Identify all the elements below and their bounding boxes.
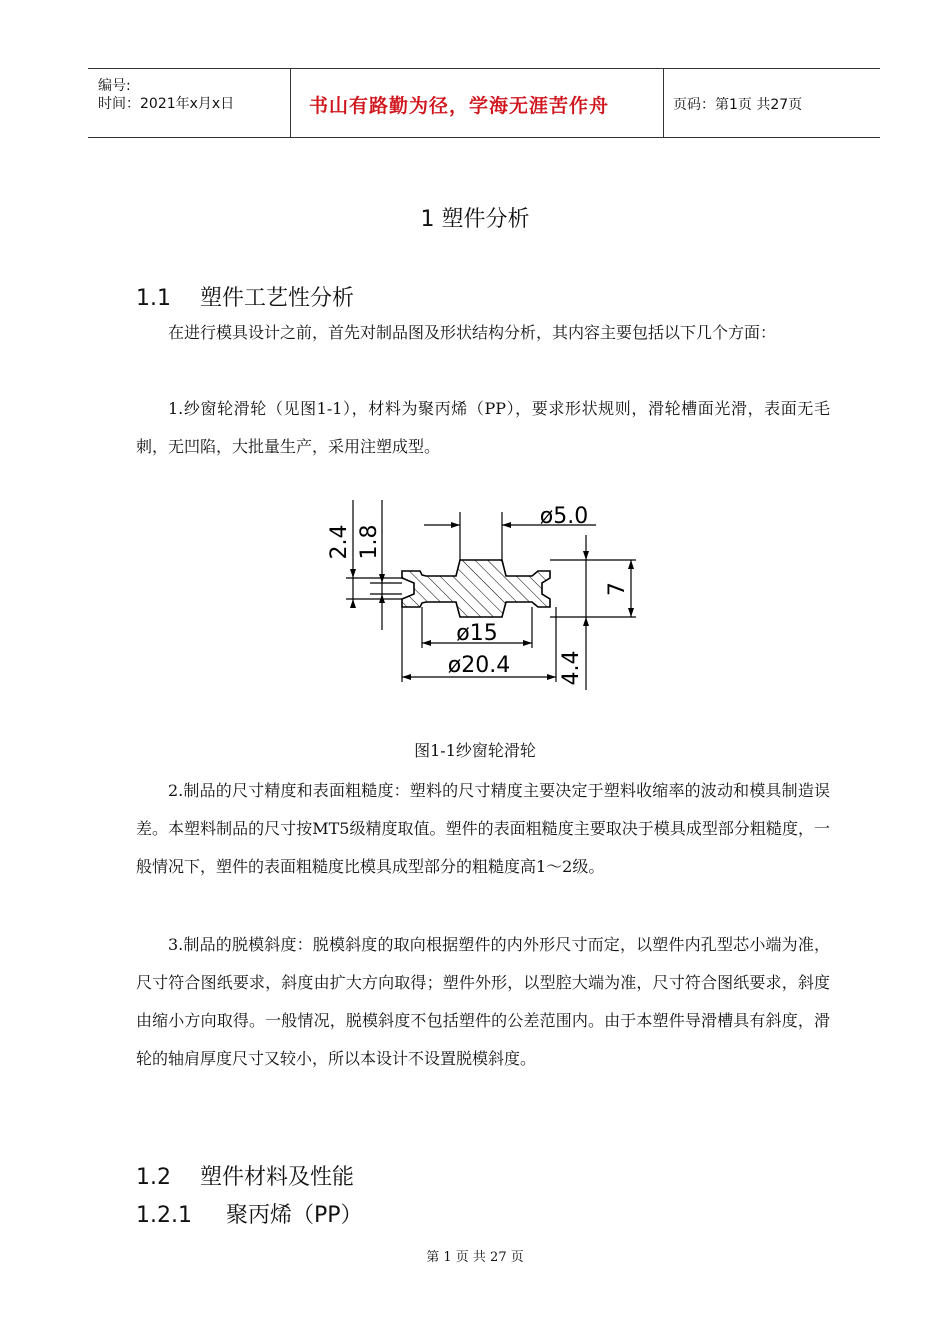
section-heading-1-2 — [136, 1160, 354, 1191]
paragraph-2: 2.制品的尺寸精度和表面粗糙度：塑料的尺寸精度主要决定于塑料收缩率的波动和模具制造误差。本塑料制品的尺寸按MT5级精度取值。塑件的表面粗糙度主要取决于模具成型部分粗糙度，一般情况下，塑件的表面粗糙度比模具成型部分的粗糙度高1～2级。 — [136, 781, 830, 876]
section-heading-1-1 — [136, 281, 354, 312]
page-header — [88, 68, 880, 138]
page-footer: 第 1 页 共 27 页 — [426, 1250, 524, 1265]
section-number: 1.2.1 — [136, 1203, 192, 1228]
chapter-title: 1 塑件分析 — [420, 207, 530, 232]
pulley-section — [402, 560, 550, 617]
dim-label-15: ø15 — [456, 621, 498, 646]
dim-label-7: 7 — [605, 582, 630, 596]
header-motto-cell — [290, 69, 664, 137]
dim-label-5-0: ø5.0 — [539, 504, 589, 529]
section-title: 聚丙烯（PP） — [226, 1203, 363, 1228]
dim-label-4-4: 4.4 — [559, 650, 584, 686]
paragraph-intro: 在进行模具设计之前，首先对制品图及形状结构分析，其内容主要包括以下几个方面： — [168, 323, 777, 342]
section-heading-1-2-1 — [136, 1198, 363, 1229]
section-title: 塑件工艺性分析 — [200, 286, 355, 311]
section-title: 塑件材料及性能 — [200, 1165, 355, 1190]
page-code: 页码：第1页 共27页 — [673, 97, 803, 113]
pulley-drawing — [316, 490, 636, 690]
header-left-cell — [88, 69, 290, 137]
section-number: 1.2 — [136, 1165, 171, 1190]
time-label: 时间：2021年x月x日 — [98, 96, 235, 112]
figure-caption: 图1-1纱窗轮滑轮 — [414, 741, 536, 760]
header-right-cell — [663, 69, 880, 137]
motto-text: 书山有路勤为径，学海无涯苦作舟 — [309, 95, 610, 117]
number-label: 编号: — [98, 78, 131, 94]
section-number: 1.1 — [136, 286, 171, 311]
dim-label-2-4: 2.4 — [327, 524, 352, 560]
dim-label-20-4: ø20.4 — [447, 653, 511, 678]
dim-label-1-8: 1.8 — [357, 524, 382, 560]
paragraph-1: 1.纱窗轮滑轮（见图1-1），材料为聚丙烯（PP），要求形状规则，滑轮槽面光滑，表面无毛刺，无凹陷，大批量生产，采用注塑成型。 — [136, 399, 830, 456]
paragraph-3: 3.制品的脱模斜度：脱模斜度的取向根据塑件的内外形尺寸而定，以塑件内孔型芯小端为准，尺寸符合图纸要求，斜度由扩大方向取得；塑件外形，以型腔大端为准，尺寸符合图纸要求，斜度由缩小方向取得。一般情况，脱模斜度不包括塑件的公差范围内。由于本塑件导滑槽具有斜度，滑轮的轴肩厚度尺寸又较小，所以本设计不设置脱模斜度。 — [136, 935, 830, 1068]
